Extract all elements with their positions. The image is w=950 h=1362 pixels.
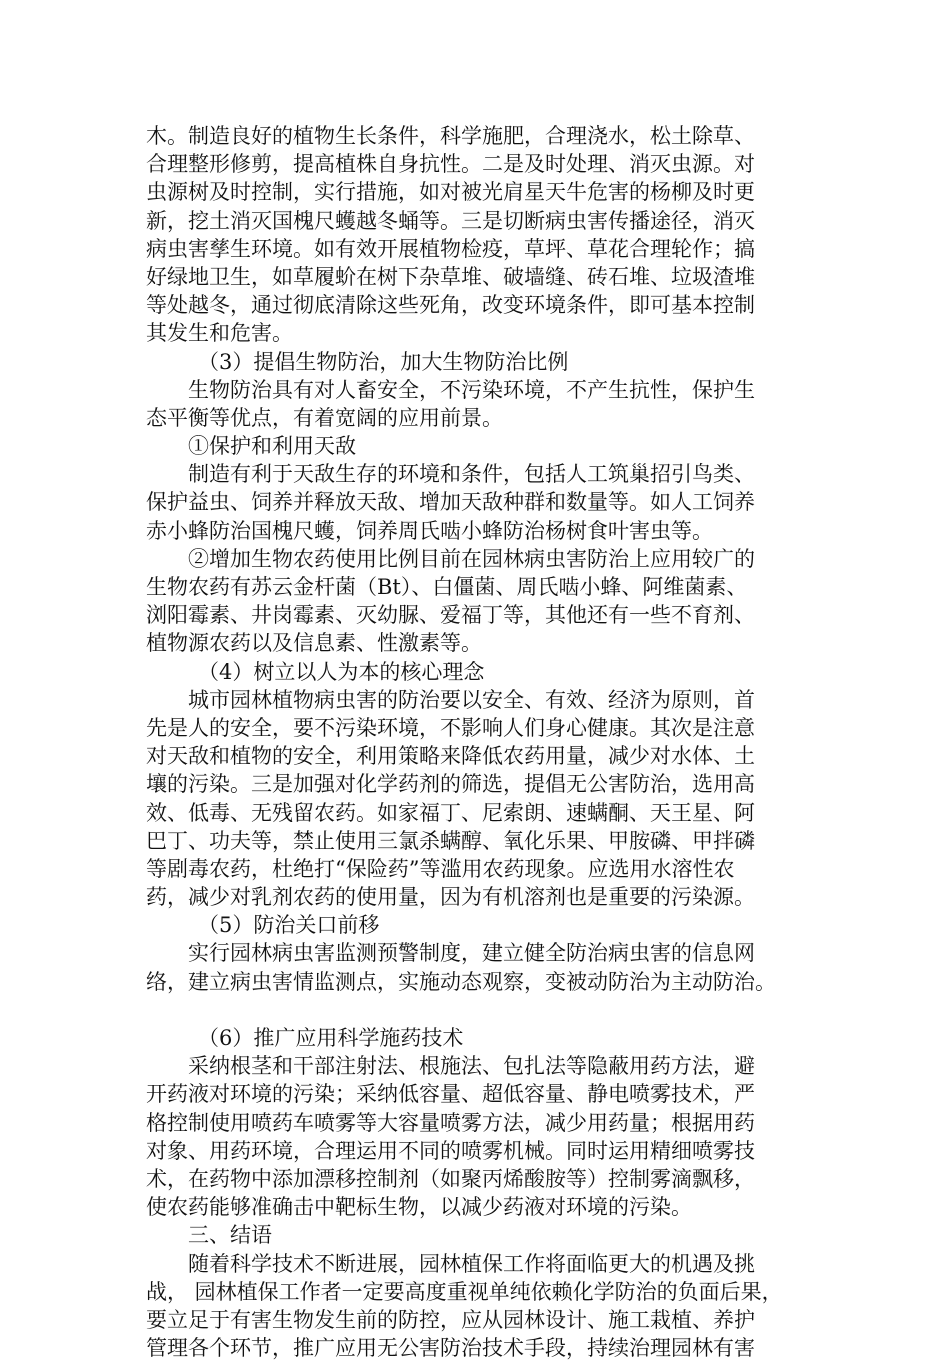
text-line: 对天敌和植物的安全，利用策略来降低农药用量，减少对水体、土 xyxy=(146,744,755,769)
text-line: 合理整形修剪，提高植株自身抗性。二是及时处理、消灭虫源。对 xyxy=(146,152,755,177)
section-heading: （4）树立以人为本的核心理念 xyxy=(198,659,485,684)
paragraph-start: 生物防治具有对人畜安全，不污染环境，不产生抗性，保护生 xyxy=(188,377,755,402)
paragraph-start: 随着科学技术不断进展，园林植保工作将面临更大的机遇及挑 xyxy=(188,1251,755,1276)
text-line: 先是人的安全，要不污染环境，不影响人们身心健康。其次是注意 xyxy=(146,715,755,740)
text-line: 开药液对环境的污染；采纳低容量、超低容量、静电喷雾技术，严 xyxy=(146,1082,755,1107)
text-line: 等剧毒农药，杜绝打“保险药”等滥用农药现象。应选用水溶性农 xyxy=(146,856,735,881)
paragraph-start: 制造有利于天敌生存的环境和条件，包括人工筑巢招引鸟类、 xyxy=(188,462,755,487)
text-line: 植物源农药以及信息素、性激素等。 xyxy=(146,631,482,656)
text-line: 壤的污染。三是加强对化学药剂的筛选，提倡无公害防治，选用高 xyxy=(146,772,755,797)
text-line: 术，在药物中添加漂移控制剂（如聚丙烯酸胺等）控制雾滴飘移， xyxy=(146,1166,755,1191)
text-line: 态平衡等优点，有着宽阔的应用前景。 xyxy=(146,405,503,430)
section-heading: （6）推广应用科学施药技术 xyxy=(198,1026,464,1050)
text-line: 赤小蜂防治国槐尺蠖，饲养周氏啮小蜂防治杨树食叶害虫等。 xyxy=(146,518,713,543)
subsection-heading: ②增加生物农药使用比例目前在园林病虫害防治上应用较广的 xyxy=(188,546,755,571)
paragraph-start: 实行园林病虫害监测预警制度，建立健全防治病虫害的信息网 xyxy=(188,941,755,966)
text-line: 病虫害孳生环境。如有效开展植物检疫，草坪、草花合理轮作；搞 xyxy=(146,236,755,261)
text-line: 药，减少对乳剂农药的使用量，因为有机溶剂也是重要的污染源。 xyxy=(146,885,755,910)
text-line: 保护益虫、饲养并释放天敌、增加天敌种群和数量等。如人工饲养 xyxy=(146,490,755,515)
paragraph-start: 城市园林植物病虫害的防治要以安全、有效、经济为原则，首 xyxy=(188,687,755,712)
text-line: 生物农药有苏云金杆菌（Bt）、白僵菌、周氏啮小蜂、阿维菌素、 xyxy=(146,575,748,599)
section-heading: （5）防治关口前移 xyxy=(198,913,380,938)
subsection-heading: ①保护和利用天敌 xyxy=(188,434,356,459)
text-line: 效、低毒、无残留农药。如家福丁、尼索朗、速螨酮、天王星、阿 xyxy=(146,800,755,825)
document-body xyxy=(146,122,806,1362)
text-line: 巴丁、功夫等，禁止使用三氯杀螨醇、氧化乐果、甲胺磷、甲拌磷 xyxy=(146,828,755,853)
text-line: 虫源树及时控制，实行措施，如对被光肩星天牛危害的杨柳及时更 xyxy=(146,180,755,205)
section-heading: （3）提倡生物防治，加大生物防治比例 xyxy=(198,349,569,374)
text-line: 络，建立病虫害情监测点，实施动态观察，变被动防治为主动防治。 xyxy=(146,969,776,994)
text-line: 格控制使用喷药车喷雾等大容量喷雾方法，减少用药量；根据用药 xyxy=(146,1110,755,1135)
text-line: 对象、用药环境，合理运用不同的喷雾机械。同时运用精细喷雾技 xyxy=(146,1138,755,1163)
text-line: 好绿地卫生，如草履蚧在树下杂草堆、破墙缝、砖石堆、垃圾渣堆 xyxy=(146,264,755,289)
text-line: 使农药能够准确击中靶标生物，以减少药液对环境的污染。 xyxy=(146,1195,692,1220)
text-line: 木。制造良好的植物生长条件，科学施肥，合理浇水，松土除草、 xyxy=(146,124,755,148)
text-line: 要立足于有害生物发生前的防控，应从园林设计、施工栽植、养护 xyxy=(146,1307,755,1332)
blank-line xyxy=(146,996,806,1024)
text-line: 等处越冬，通过彻底清除这些死角，改变环境条件，即可基本控制 xyxy=(146,293,755,318)
paragraph-start: 采纳根茎和干部注射法、根施法、包扎法等隐蔽用药方法，避 xyxy=(188,1054,755,1079)
text-line: 浏阳霉素、井岗霉素、灭幼脲、爱福丁等，其他还有一些不育剂、 xyxy=(146,603,755,628)
text-line: 新，挖土消灭国槐尺蠖越冬蛹等。三是切断病虫害传播途径，消灭 xyxy=(146,208,755,233)
text-line: 战， 园林植保工作者一定要高度重视单纯依赖化学防治的负面后果， xyxy=(146,1279,783,1304)
text-line: 管理各个环节，推广应用无公害防治技术手段，持续治理园林有害 xyxy=(146,1336,755,1361)
section-heading: 三、结语 xyxy=(188,1223,272,1248)
text-line: 其发生和危害。 xyxy=(146,321,293,346)
